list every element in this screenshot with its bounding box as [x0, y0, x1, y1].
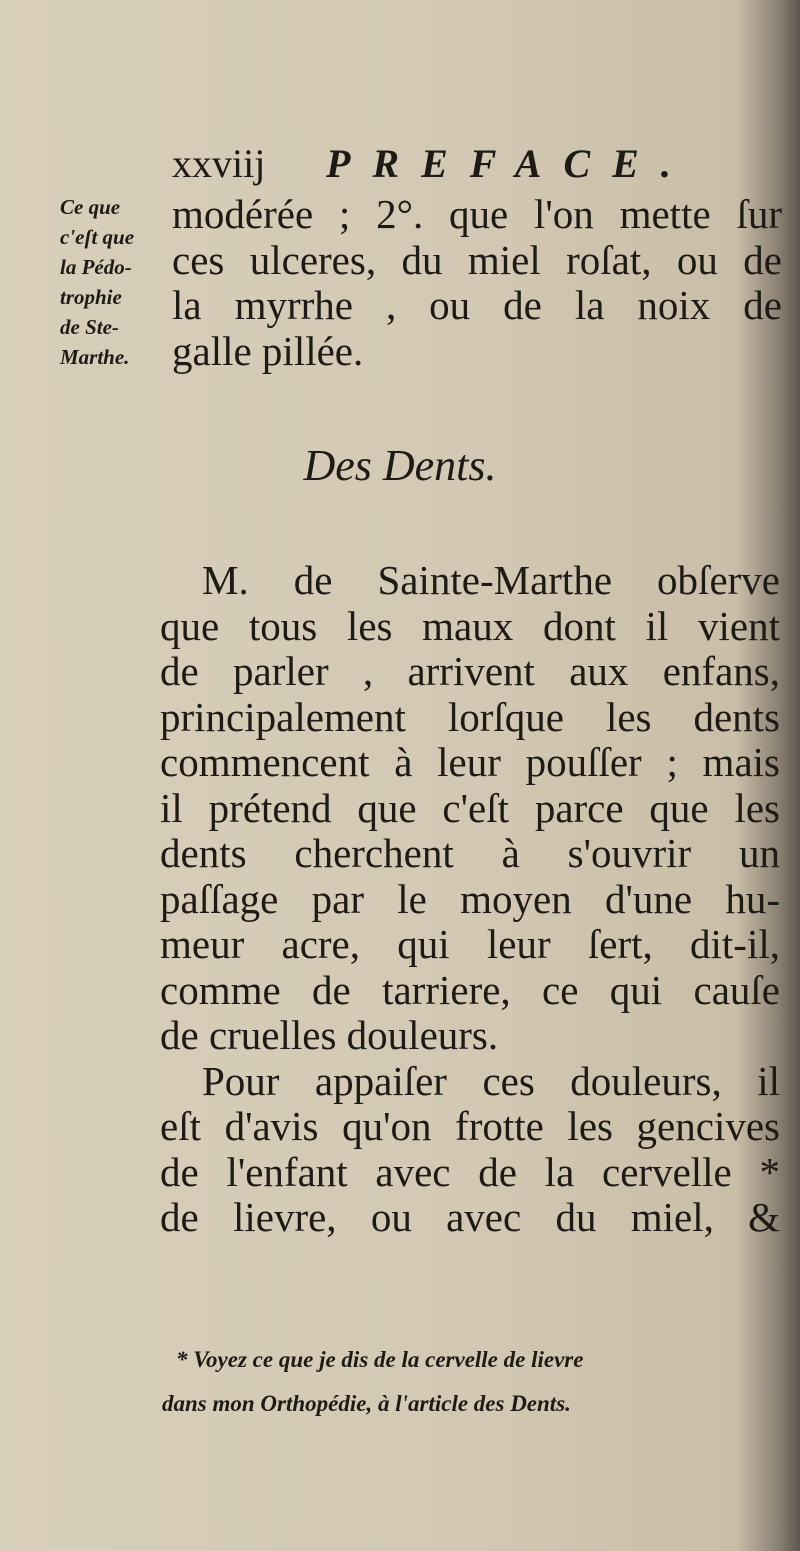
text-line: ces ulceres, du miel roſat, ou de	[172, 236, 782, 283]
text-line: de l'enfant avec de la cervelle *	[160, 1148, 780, 1195]
text-line: dents cherchent à s'ouvrir un	[160, 830, 780, 876]
text-line: de lievre, ou avec du miel, &	[160, 1194, 780, 1240]
text-line: Pour appaiſer ces douleurs, il	[202, 1057, 780, 1104]
text-line: de cruelles douleurs.	[160, 1012, 499, 1058]
margin-note-line: Ce que	[60, 195, 121, 219]
margin-note	[60, 192, 180, 372]
text-line: meur acre, qui leur ſert, dit-il,	[160, 921, 780, 967]
paragraph-continued	[172, 192, 782, 374]
text-line: galle pillée.	[172, 327, 364, 374]
text-line: comme de tarriere, ce qui cauſe	[160, 966, 780, 1013]
text-line: eſt d'avis qu'on frotte les gencives	[160, 1103, 780, 1149]
footnote-line: dans mon Orthopédie, à l'article des Dents.	[162, 1391, 571, 1416]
margin-note-line: c'eſt que	[60, 225, 135, 249]
margin-note-line: la Pédo-	[60, 255, 132, 279]
text-line: il prétend que c'eſt parce que les	[160, 784, 780, 831]
page-number: xxviij	[172, 141, 266, 186]
text-line: M. de Sainte-Marthe obſerve	[202, 557, 780, 603]
margin-note-line: trophie	[60, 285, 122, 309]
section-body	[160, 558, 780, 1241]
text-line: commencent à leur pouſſer ; mais	[160, 739, 780, 785]
text-line: que tous les maux dont il vient	[160, 602, 780, 649]
footnote-line: * Voyez ce que je dis de la cervelle de lievre	[176, 1347, 584, 1372]
footnote	[162, 1338, 782, 1426]
text-line: principalement lorſque les dents	[160, 693, 780, 740]
text-line: de parler , arrivent aux enfans,	[160, 648, 780, 694]
text-line: la myrrhe , ou de la noix de	[172, 282, 782, 328]
text-line: modérée ; 2°. que l'on mette ſur	[172, 191, 782, 237]
text-line: paſſage par le moyen d'une hu-	[160, 875, 780, 922]
running-title: PREFACE.	[326, 141, 693, 186]
margin-note-line: Marthe.	[60, 345, 130, 369]
section-heading: Des Dents.	[303, 441, 497, 490]
margin-note-line: de Ste-	[60, 315, 119, 339]
